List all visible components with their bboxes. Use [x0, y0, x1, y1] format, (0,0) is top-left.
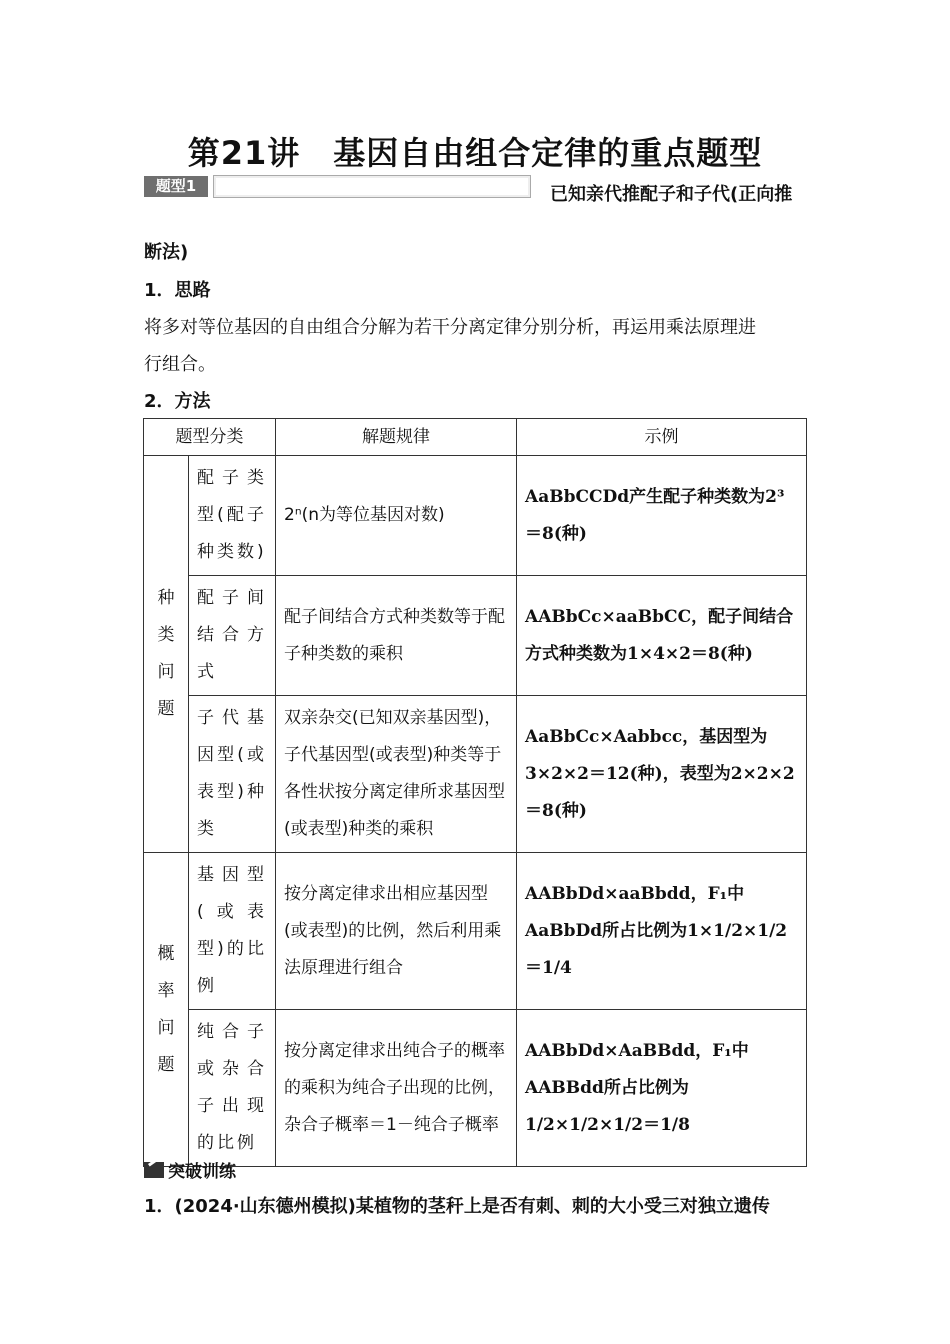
example-cell: AABbDd×aaBbdd，F₁中AaBbDd所占比例为1×1/2×1/2＝1/4 — [517, 853, 807, 1010]
rule-cell: 配子间结合方式种类数等于配子种类数的乘积 — [276, 576, 517, 696]
example-cell: AABbCc×aaBbCC，配子间结合方式种类数为1×4×2＝8(种) — [517, 576, 807, 696]
section-tag-box — [213, 175, 531, 198]
header-category: 题型分类 — [144, 419, 276, 456]
rule-cell: 按分离定律求出相应基因型(或表型)的比例，然后利用乘法原理进行组合 — [276, 853, 517, 1010]
table-row — [144, 853, 807, 1010]
idea-text-line1: 将多对等位基因的自由组合分解为若干分离定律分别分析，再运用乘法原理进 — [144, 317, 756, 338]
subcategory: 配子类型(配子种类数) — [189, 456, 276, 576]
table-row — [144, 456, 807, 576]
example-cell: AaBbCc×Aabbcc，基因型为3×2×2＝12(种)，表型为2×2×2＝8(种) — [517, 696, 807, 853]
subcategory: 基因型(或表型)的比例 — [189, 853, 276, 1010]
example-cell: AaBbCCDd产生配子种类数为2³＝8(种) — [517, 456, 807, 576]
section-tag: 题型1 — [144, 176, 208, 197]
subcategory: 子代基因型(或表型)种类 — [189, 696, 276, 853]
category-type: 种类问题 — [144, 456, 189, 853]
category-probability: 概率问题 — [144, 853, 189, 1167]
practice-heading — [144, 1157, 236, 1182]
pen-icon — [144, 1162, 164, 1178]
table-row — [144, 696, 807, 853]
header-rule: 解题规律 — [276, 419, 517, 456]
idea-label: 1．思路 — [144, 280, 211, 301]
question-1: 1．(2024·山东德州模拟)某植物的茎秆上是否有刺、刺的大小受三对独立遗传 — [144, 1196, 770, 1217]
table-header-row — [144, 419, 807, 456]
method-label: 2．方法 — [144, 391, 211, 412]
header-example: 示例 — [517, 419, 807, 456]
page-title: 第21讲 基因自由组合定律的重点题型 — [187, 134, 763, 172]
rule-cell: 双亲杂交(已知双亲基因型)，子代基因型(或表型)种类等于各性状按分离定律所求基因型(或表型)种类的乘积 — [276, 696, 517, 853]
section-heading-continued: 断法) — [144, 242, 189, 263]
rule-cell: 2ⁿ(n为等位基因对数) — [276, 456, 517, 576]
subcategory: 配子间结合方式 — [189, 576, 276, 696]
section-heading: 已知亲代推配子和子代(正向推 — [550, 184, 793, 205]
method-table — [143, 418, 807, 1167]
example-cell: AABbDd×AaBBdd，F₁中AABBdd所占比例为1/2×1/2×1/2＝1/8 — [517, 1010, 807, 1167]
subcategory: 纯合子或杂合子出现的比例 — [189, 1010, 276, 1167]
table-row — [144, 1010, 807, 1167]
practice-label: 突破训练 — [168, 1162, 236, 1182]
table-row — [144, 576, 807, 696]
rule-cell: 按分离定律求出纯合子的概率的乘积为纯合子出现的比例，杂合子概率＝1－纯合子概率 — [276, 1010, 517, 1167]
idea-text-line2: 行组合。 — [144, 354, 216, 375]
